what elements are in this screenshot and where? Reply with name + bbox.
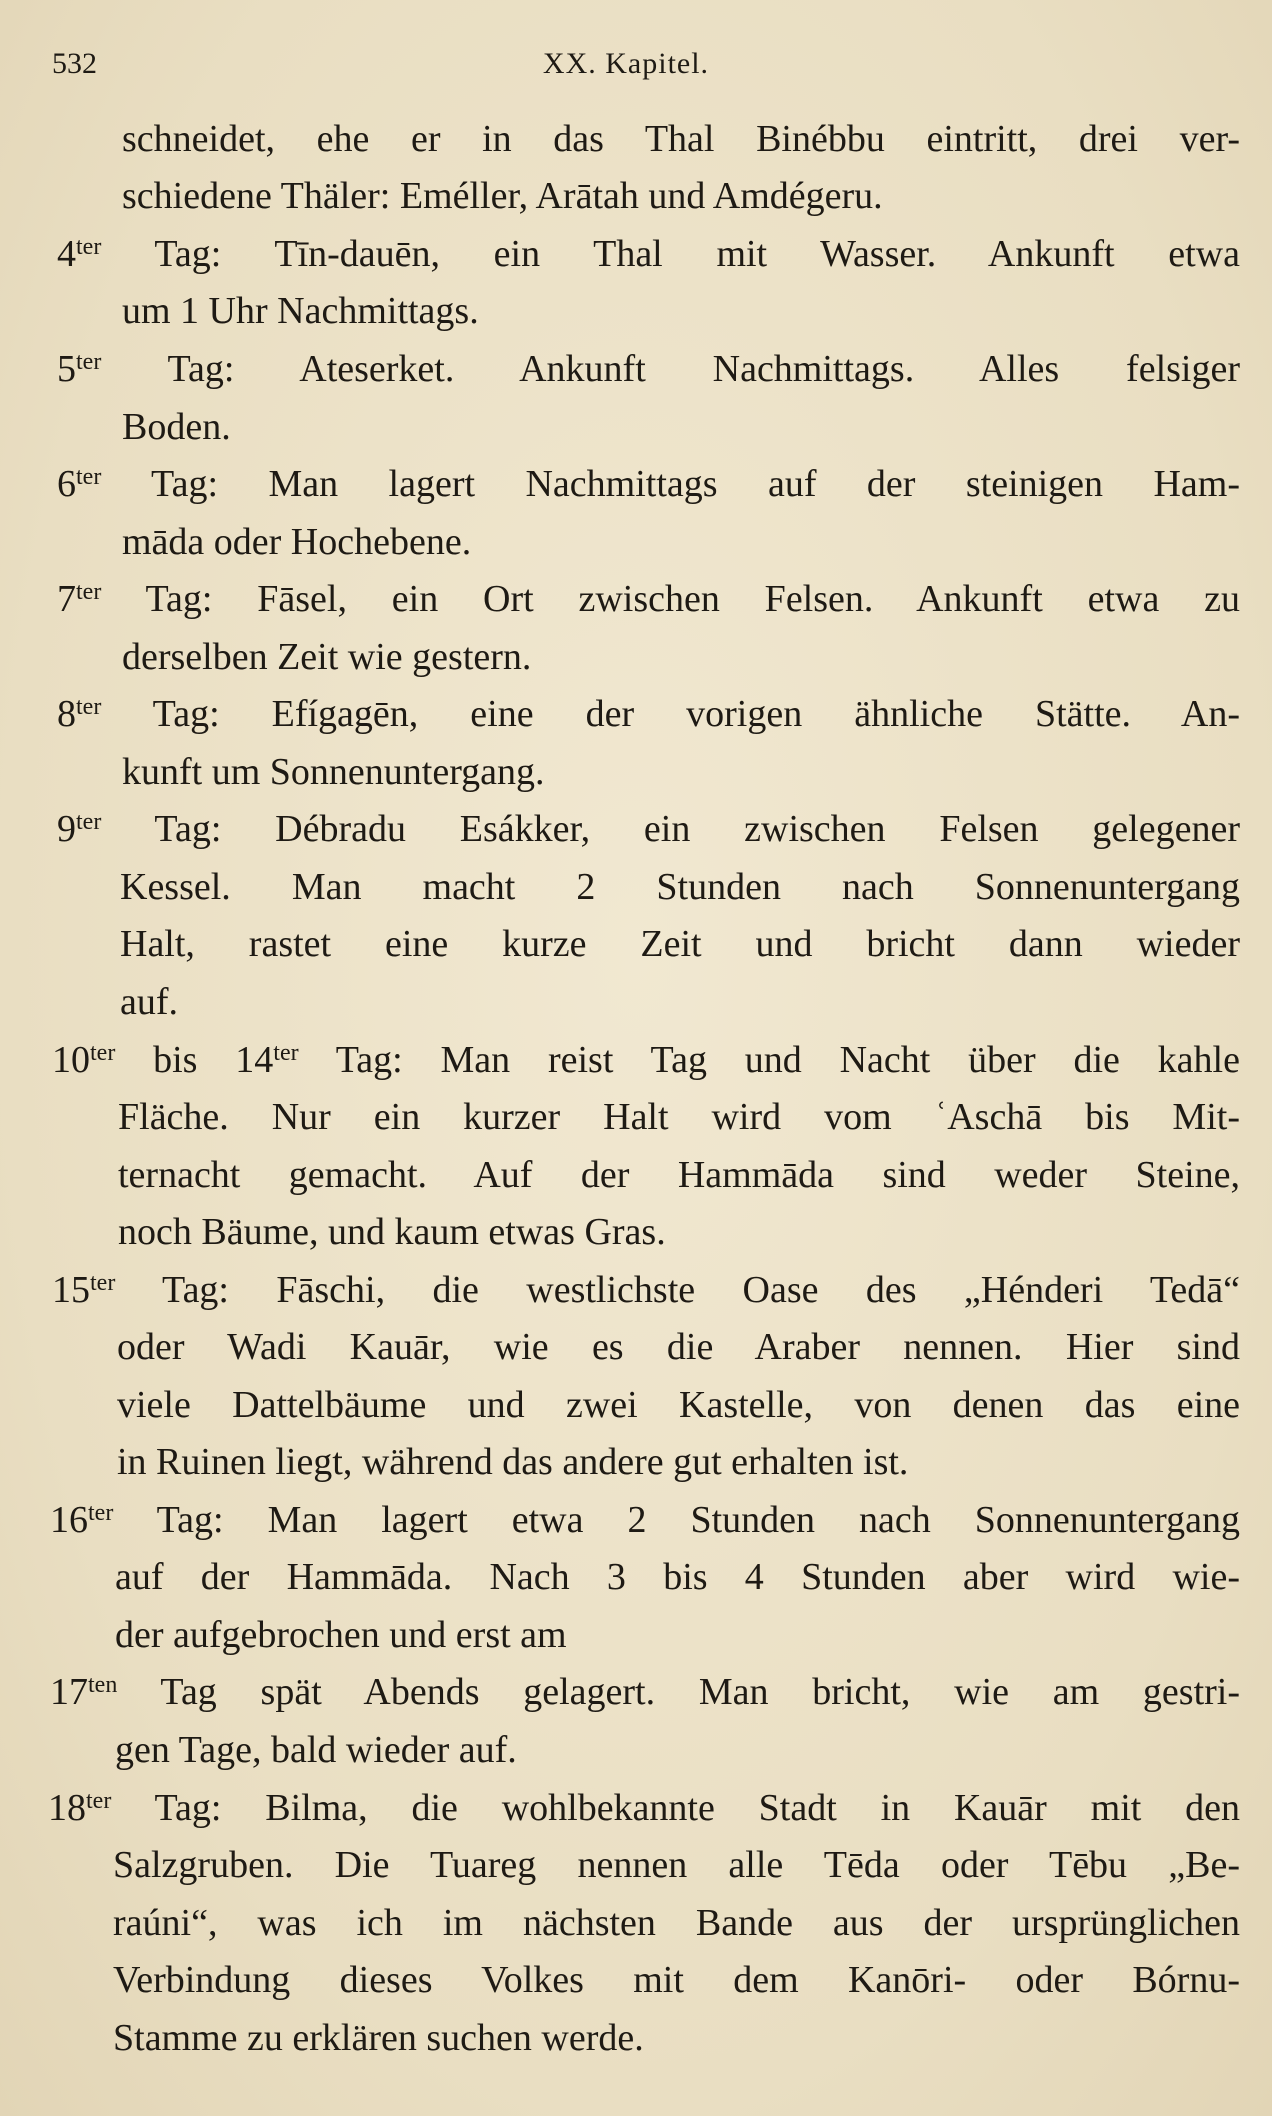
line-text: Tag: Débradu Esákker, ein zwischen Felsen gelegener xyxy=(101,808,1240,850)
text-line xyxy=(118,1088,1240,1146)
line-text: Tag: Fāsel, ein Ort zwischen Felsen. Ankunft etwa zu xyxy=(101,578,1240,620)
day-number: 16 xyxy=(50,1499,88,1541)
text-line xyxy=(122,282,1240,340)
line-text: schneidet, ehe er in das Thal Binébbu eintritt, drei ver- xyxy=(122,118,1240,160)
text-line xyxy=(118,1146,1240,1204)
text-line xyxy=(122,743,1240,801)
text-line xyxy=(122,628,1240,686)
day-number: 5 xyxy=(57,348,76,390)
text-line xyxy=(57,455,1240,513)
line-text: Tag: Ateserket. Ankunft Nachmittags. Alles felsiger xyxy=(101,348,1240,390)
text-line xyxy=(122,110,1240,168)
text-line xyxy=(57,800,1240,858)
ordinal-suffix: ter xyxy=(90,1040,116,1066)
line-text: raúni“, was ich im nächsten Bande aus der ursprünglichen xyxy=(113,1902,1240,1944)
line-text: Tag: Man reist Tag und Nacht über die kahle xyxy=(298,1039,1240,1081)
line-text: gen Tage, bald wieder auf. xyxy=(115,1729,517,1771)
line-text: um 1 Uhr Nachmittags. xyxy=(122,290,479,332)
text-line xyxy=(122,513,1240,571)
ordinal-suffix: ter xyxy=(76,349,102,375)
line-text: Tag: Efígagēn, eine der vorigen ähnliche Stätte. An- xyxy=(101,693,1240,735)
ordinal-suffix: ter xyxy=(86,1788,112,1814)
line-text: der aufgebrochen und erst am xyxy=(115,1614,567,1656)
text-line xyxy=(57,570,1240,628)
running-head: XX. Kapitel. xyxy=(542,47,710,80)
line-text: viele Dattelbäume und zwei Kastelle, von denen das eine xyxy=(117,1384,1240,1426)
ordinal-suffix: ter xyxy=(76,809,102,835)
text-line xyxy=(115,1548,1240,1606)
ordinal-suffix: ter xyxy=(273,1040,299,1066)
line-text: Tag: Man lagert Nachmittags auf der steinigen Ham- xyxy=(101,463,1240,505)
line-text: auf. xyxy=(120,981,179,1023)
line-text: Fläche. Nur ein kurzer Halt wird vom ʿAschā bis Mit- xyxy=(118,1096,1240,1138)
day-number: 8 xyxy=(57,693,76,735)
ordinal-suffix: ter xyxy=(76,579,102,605)
text-line xyxy=(115,1721,1240,1779)
day-number: 4 xyxy=(57,233,76,275)
text-line xyxy=(50,1663,1240,1721)
text-line xyxy=(120,973,1240,1031)
line-text: bis 14 xyxy=(115,1039,274,1081)
line-text: auf der Hammāda. Nach 3 bis 4 Stunden aber wird wie- xyxy=(115,1556,1240,1598)
ordinal-suffix: ter xyxy=(76,464,102,490)
line-text: māda oder Hochebene. xyxy=(122,521,472,563)
line-text: kunft um Sonnenuntergang. xyxy=(122,751,545,793)
text-line xyxy=(113,1836,1240,1894)
text-line xyxy=(117,1376,1240,1434)
ordinal-suffix: ter xyxy=(88,1500,114,1526)
text-line xyxy=(113,1894,1240,1952)
line-text: ternacht gemacht. Auf der Hammāda sind weder Steine, xyxy=(118,1154,1240,1196)
ordinal-suffix: ter xyxy=(76,694,102,720)
text-line xyxy=(117,1318,1240,1376)
text-line xyxy=(57,340,1240,398)
text-line xyxy=(48,1779,1240,1837)
text-line xyxy=(120,858,1240,916)
text-line xyxy=(117,1433,1240,1491)
text-line xyxy=(52,1261,1240,1319)
page-number: 532 xyxy=(52,47,97,80)
text-line xyxy=(50,1491,1240,1549)
line-text: Tag: Tīn-dauēn, ein Thal mit Wasser. Ankunft etwa xyxy=(101,233,1240,275)
line-text: noch Bäume, und kaum etwas Gras. xyxy=(118,1211,666,1253)
ordinal-suffix: ter xyxy=(90,1270,116,1296)
text-line xyxy=(120,915,1240,973)
line-text: Salzgruben. Die Tuareg nennen alle Tēda oder Tēbu „Be- xyxy=(113,1844,1240,1886)
text-line xyxy=(113,1951,1240,2009)
ordinal-suffix: ter xyxy=(76,234,102,260)
text-line xyxy=(57,685,1240,743)
ordinal-suffix: ten xyxy=(88,1672,118,1698)
line-text: Stamme zu erklären suchen werde. xyxy=(113,2017,644,2059)
text-line xyxy=(52,1031,1240,1089)
line-text: derselben Zeit wie gestern. xyxy=(122,636,532,678)
line-text: Tag: Fāschi, die westlichste Oase des „Hénderi Tedā“ xyxy=(115,1269,1240,1311)
day-number: 10 xyxy=(52,1039,90,1081)
day-number: 18 xyxy=(48,1787,86,1829)
text-line xyxy=(57,225,1240,283)
text-line xyxy=(122,167,1240,225)
text-line xyxy=(122,398,1240,456)
line-text: Tag: Man lagert etwa 2 Stunden nach Sonnenuntergang xyxy=(113,1499,1240,1541)
line-text: Tag spät Abends gelagert. Man bricht, wie am gestri- xyxy=(117,1671,1240,1713)
text-line xyxy=(113,2009,1240,2067)
day-number: 15 xyxy=(52,1269,90,1311)
line-text: Kessel. Man macht 2 Stunden nach Sonnenuntergang xyxy=(120,866,1240,908)
line-text: Boden. xyxy=(122,406,231,448)
line-text: Halt, rastet eine kurze Zeit und bricht dann wieder xyxy=(120,923,1240,965)
line-text: schiedene Thäler: Eméller, Arātah und Amdégeru. xyxy=(122,175,883,217)
text-line xyxy=(118,1203,1240,1261)
line-text: in Ruinen liegt, während das andere gut erhalten ist. xyxy=(117,1441,909,1483)
line-text: Tag: Bilma, die wohlbekannte Stadt in Kauār mit den xyxy=(111,1787,1240,1829)
line-text: oder Wadi Kauār, wie es die Araber nennen. Hier sind xyxy=(117,1326,1240,1368)
page-header xyxy=(52,38,1200,90)
line-text: Verbindung dieses Volkes mit dem Kanōri- oder Bórnu- xyxy=(113,1959,1240,2001)
day-number: 9 xyxy=(57,808,76,850)
day-number: 6 xyxy=(57,463,76,505)
day-number: 7 xyxy=(57,578,76,620)
day-number: 17 xyxy=(50,1671,88,1713)
text-line xyxy=(115,1606,1240,1664)
